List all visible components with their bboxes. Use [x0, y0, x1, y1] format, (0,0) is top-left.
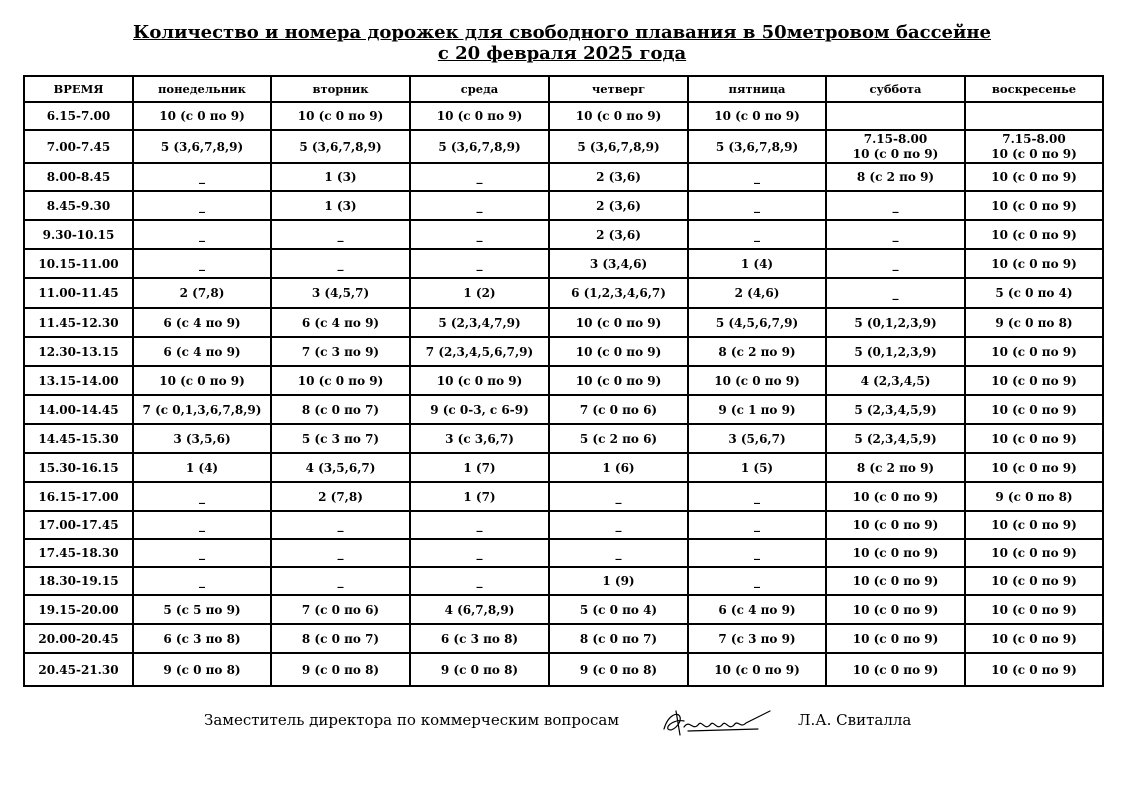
lane-cell: _ — [271, 249, 410, 278]
lane-cell: 2 (7,8) — [271, 482, 410, 511]
table-row — [24, 366, 1103, 395]
lane-cell: 4 (3,5,6,7) — [271, 453, 410, 482]
lane-cell: 5 (с 0 по 4) — [965, 278, 1103, 308]
lane-cell: 6 (с 4 по 9) — [133, 337, 271, 366]
time-cell: 11.45-12.30 — [24, 308, 133, 337]
lane-cell: 3 (3,5,6) — [133, 424, 271, 453]
lane-cell: _ — [688, 482, 826, 511]
table-row — [24, 220, 1103, 249]
lane-cell: 10 (с 0 по 9) — [965, 366, 1103, 395]
lane-cell: 1 (9) — [549, 567, 688, 595]
signature-image — [658, 707, 776, 739]
lane-cell: _ — [826, 191, 965, 220]
lane-cell: 7 (с 3 по 9) — [688, 624, 826, 653]
lane-cell: 10 (с 0 по 9) — [965, 453, 1103, 482]
lane-cell: 10 (с 0 по 9) — [688, 653, 826, 686]
sunday-early-cell — [965, 130, 1103, 163]
table-row — [24, 653, 1103, 686]
table-row — [24, 567, 1103, 595]
lane-cell: 10 (с 0 по 9) — [965, 337, 1103, 366]
lane-cell: _ — [133, 511, 271, 539]
lane-cell: _ — [133, 163, 271, 191]
lane-cell: 10 (с 0 по 9) — [965, 395, 1103, 424]
lane-cell: 10 (с 0 по 9) — [133, 366, 271, 395]
lane-cell: _ — [410, 220, 549, 249]
table-row — [24, 102, 1103, 130]
time-cell: 9.30-10.15 — [24, 220, 133, 249]
lane-cell: 7 (с 0 по 6) — [549, 395, 688, 424]
time-cell: 8.45-9.30 — [24, 191, 133, 220]
header-cell: понедельник — [133, 76, 271, 102]
header-cell: вторник — [271, 76, 410, 102]
signature-block — [0, 707, 1131, 737]
lane-cell: 7 (2,3,4,5,6,7,9) — [410, 337, 549, 366]
lane-cell: _ — [133, 249, 271, 278]
lane-cell: 2 (3,6) — [549, 220, 688, 249]
lane-cell: 5 (с 3 по 7) — [271, 424, 410, 453]
lane-cell: 2 (3,6) — [549, 163, 688, 191]
time-cell: 11.00-11.45 — [24, 278, 133, 308]
lane-cell: 6 (с 3 по 8) — [410, 624, 549, 653]
lane-cell: 10 (с 0 по 9) — [688, 366, 826, 395]
lane-cell: _ — [688, 567, 826, 595]
lane-cell: 4 (2,3,4,5) — [826, 366, 965, 395]
lane-cell: 5 (2,3,4,7,9) — [410, 308, 549, 337]
lane-cell: 10 (с 0 по 9) — [688, 102, 826, 130]
lane-cell: 6 (с 4 по 9) — [271, 308, 410, 337]
lane-cell: 1 (3) — [271, 163, 410, 191]
time-cell: 8.00-8.45 — [24, 163, 133, 191]
lane-cell: 1 (4) — [133, 453, 271, 482]
saturday-early-cell — [826, 130, 965, 163]
lane-cell: _ — [133, 567, 271, 595]
lane-cell: 8 (с 0 по 7) — [271, 395, 410, 424]
table-row — [24, 308, 1103, 337]
lane-cell: 10 (с 0 по 9) — [826, 653, 965, 686]
lane-cell: _ — [133, 191, 271, 220]
lane-cell: 5 (с 2 по 6) — [549, 424, 688, 453]
lane-cell: 8 (с 2 по 9) — [826, 453, 965, 482]
title-line-1: Количество и номера дорожек для свободного плавания в 50метровом бассейне — [133, 22, 991, 43]
lane-cell: 1 (6) — [549, 453, 688, 482]
lane-cell: 5 (3,6,7,8,9) — [549, 130, 688, 163]
lane-cell: 5 (0,1,2,3,9) — [826, 308, 965, 337]
lane-cell: _ — [133, 220, 271, 249]
lane-cell: 9 (с 0 по 8) — [965, 482, 1103, 511]
lane-cell: _ — [410, 191, 549, 220]
lane-cell: 10 (с 0 по 9) — [826, 511, 965, 539]
saturday-early-time: 7.15-8.00 — [863, 131, 928, 146]
lane-cell: 10 (с 0 по 9) — [271, 102, 410, 130]
lane-cell: _ — [826, 220, 965, 249]
lane-cell: 5 (4,5,6,7,9) — [688, 308, 826, 337]
lane-cell: 9 (с 0 по 8) — [410, 653, 549, 686]
lane-cell: 2 (7,8) — [133, 278, 271, 308]
lane-cell — [965, 102, 1103, 130]
lane-cell: 10 (с 0 по 9) — [826, 595, 965, 624]
lane-cell: _ — [410, 163, 549, 191]
lane-cell: 10 (с 0 по 9) — [965, 653, 1103, 686]
lane-cell: 5 (0,1,2,3,9) — [826, 337, 965, 366]
lane-cell: _ — [549, 511, 688, 539]
lane-cell: 8 (с 0 по 7) — [549, 624, 688, 653]
table-row — [24, 278, 1103, 308]
lane-cell: 10 (с 0 по 9) — [549, 308, 688, 337]
lane-cell: 10 (с 0 по 9) — [965, 595, 1103, 624]
lane-cell: 1 (3) — [271, 191, 410, 220]
lane-cell: 5 (3,6,7,8,9) — [271, 130, 410, 163]
header-cell: ВРЕМЯ — [24, 76, 133, 102]
header-cell: среда — [410, 76, 549, 102]
title-line-2: с 20 февраля 2025 года — [437, 43, 687, 64]
lane-cell: 5 (3,6,7,8,9) — [410, 130, 549, 163]
time-cell: 10.15-11.00 — [24, 249, 133, 278]
lane-cell: 7 (с 3 по 9) — [271, 337, 410, 366]
signer-position: Заместитель директора по коммерческим вопросам — [204, 711, 620, 729]
lane-cell: 6 (с 4 по 9) — [133, 308, 271, 337]
lane-cell: _ — [549, 539, 688, 567]
lane-cell: _ — [688, 220, 826, 249]
lane-cell: _ — [271, 539, 410, 567]
lane-cell: 1 (7) — [410, 482, 549, 511]
lane-cell: 1 (4) — [688, 249, 826, 278]
lane-cell: 8 (с 0 по 7) — [271, 624, 410, 653]
lane-cell: _ — [410, 539, 549, 567]
document-title — [0, 22, 1124, 64]
lane-cell: 5 (2,3,4,5,9) — [826, 424, 965, 453]
time-cell: 19.15-20.00 — [24, 595, 133, 624]
lane-cell: 1 (7) — [410, 453, 549, 482]
time-cell: 12.30-13.15 — [24, 337, 133, 366]
lane-cell: 10 (с 0 по 9) — [549, 102, 688, 130]
table-row — [24, 453, 1103, 482]
lane-cell: 3 (с 3,6,7) — [410, 424, 549, 453]
lane-cell: 8 (с 2 по 9) — [688, 337, 826, 366]
time-cell: 6.15-7.00 — [24, 102, 133, 130]
time-cell: 14.00-14.45 — [24, 395, 133, 424]
sunday-early-lanes: 10 (с 0 по 9) — [991, 146, 1077, 161]
lane-cell: 10 (с 0 по 9) — [826, 567, 965, 595]
lane-cell: 3 (3,4,6) — [549, 249, 688, 278]
time-cell: 20.00-20.45 — [24, 624, 133, 653]
lane-cell: 9 (с 0 по 8) — [133, 653, 271, 686]
lane-cell: 5 (3,6,7,8,9) — [688, 130, 826, 163]
time-cell: 7.00-7.45 — [24, 130, 133, 163]
lane-cell: 10 (с 0 по 9) — [965, 511, 1103, 539]
lane-cell: _ — [410, 249, 549, 278]
lane-cell: _ — [688, 163, 826, 191]
lane-cell: _ — [826, 249, 965, 278]
lane-cell: 10 (с 0 по 9) — [965, 424, 1103, 453]
time-cell: 20.45-21.30 — [24, 653, 133, 686]
lane-cell: _ — [271, 567, 410, 595]
lane-cell: 10 (с 0 по 9) — [549, 337, 688, 366]
time-cell: 15.30-16.15 — [24, 453, 133, 482]
table-row — [24, 163, 1103, 191]
lane-cell: 2 (3,6) — [549, 191, 688, 220]
lane-cell: _ — [688, 539, 826, 567]
lane-cell: _ — [549, 482, 688, 511]
saturday-early-lanes: 10 (с 0 по 9) — [852, 146, 939, 161]
lane-cell: 10 (с 0 по 9) — [965, 191, 1103, 220]
table-row — [24, 249, 1103, 278]
lane-cell: _ — [133, 482, 271, 511]
time-cell: 18.30-19.15 — [24, 567, 133, 595]
lane-cell: 6 (с 3 по 8) — [133, 624, 271, 653]
lane-cell: 10 (с 0 по 9) — [826, 624, 965, 653]
lane-cell: 5 (с 0 по 4) — [549, 595, 688, 624]
header-cell: четверг — [549, 76, 688, 102]
lane-cell: 5 (3,6,7,8,9) — [133, 130, 271, 163]
lane-cell: _ — [410, 511, 549, 539]
lane-cell: 9 (с 0 по 8) — [271, 653, 410, 686]
time-cell: 16.15-17.00 — [24, 482, 133, 511]
lane-cell: 9 (с 1 по 9) — [688, 395, 826, 424]
header-cell: воскресенье — [965, 76, 1103, 102]
lane-cell: _ — [826, 278, 965, 308]
lane-cell: 10 (с 0 по 9) — [549, 366, 688, 395]
lane-cell: _ — [271, 220, 410, 249]
table-row — [24, 511, 1103, 539]
lane-cell: 10 (с 0 по 9) — [826, 482, 965, 511]
lane-cell: 2 (4,6) — [688, 278, 826, 308]
lane-cell: _ — [688, 191, 826, 220]
lane-cell: _ — [271, 511, 410, 539]
lane-cell: 1 (5) — [688, 453, 826, 482]
table-row — [24, 539, 1103, 567]
lane-cell: 9 (с 0 по 8) — [549, 653, 688, 686]
table-row — [24, 395, 1103, 424]
lane-cell: 4 (6,7,8,9) — [410, 595, 549, 624]
lane-cell: _ — [133, 539, 271, 567]
lane-cell: 3 (5,6,7) — [688, 424, 826, 453]
lane-cell: 10 (с 0 по 9) — [826, 539, 965, 567]
time-cell: 17.00-17.45 — [24, 511, 133, 539]
table-row — [24, 130, 1103, 163]
lane-cell: 8 (с 2 по 9) — [826, 163, 965, 191]
lane-cell: 10 (с 0 по 9) — [271, 366, 410, 395]
time-cell: 13.15-14.00 — [24, 366, 133, 395]
lane-cell: 3 (4,5,7) — [271, 278, 410, 308]
lane-cell: 7 (с 0 по 6) — [271, 595, 410, 624]
sunday-early-time: 7.15-8.00 — [1002, 131, 1066, 146]
time-cell: 17.45-18.30 — [24, 539, 133, 567]
lane-cell: 10 (с 0 по 9) — [965, 539, 1103, 567]
lane-cell: 5 (2,3,4,5,9) — [826, 395, 965, 424]
time-cell: 14.45-15.30 — [24, 424, 133, 453]
header-cell: пятница — [688, 76, 826, 102]
lane-cell: 10 (с 0 по 9) — [965, 163, 1103, 191]
lane-schedule-table — [23, 75, 1104, 687]
signer-name: Л.А. Свиталла — [798, 711, 912, 729]
lane-cell: 10 (с 0 по 9) — [965, 249, 1103, 278]
lane-cell: 10 (с 0 по 9) — [965, 567, 1103, 595]
header-cell: суббота — [826, 76, 965, 102]
lane-cell: 10 (с 0 по 9) — [133, 102, 271, 130]
lane-cell: 9 (с 0 по 8) — [965, 308, 1103, 337]
lane-cell: 9 (с 0-3, с 6-9) — [410, 395, 549, 424]
lane-cell — [826, 102, 965, 130]
lane-cell: 10 (с 0 по 9) — [965, 220, 1103, 249]
lane-cell: 10 (с 0 по 9) — [965, 624, 1103, 653]
table-row — [24, 424, 1103, 453]
lane-cell: 1 (2) — [410, 278, 549, 308]
lane-cell: 6 (с 4 по 9) — [688, 595, 826, 624]
lane-cell: 6 (1,2,3,4,6,7) — [549, 278, 688, 308]
table-row — [24, 337, 1103, 366]
table-row — [24, 624, 1103, 653]
lane-cell: 10 (с 0 по 9) — [410, 102, 549, 130]
table-row — [24, 191, 1103, 220]
lane-cell: 5 (с 5 по 9) — [133, 595, 271, 624]
lane-cell: 7 (с 0,1,3,6,7,8,9) — [133, 395, 271, 424]
lane-cell: _ — [688, 511, 826, 539]
lane-cell: 10 (с 0 по 9) — [410, 366, 549, 395]
lane-cell: _ — [410, 567, 549, 595]
table-row — [24, 595, 1103, 624]
table-row — [24, 482, 1103, 511]
header-row — [24, 76, 1103, 102]
